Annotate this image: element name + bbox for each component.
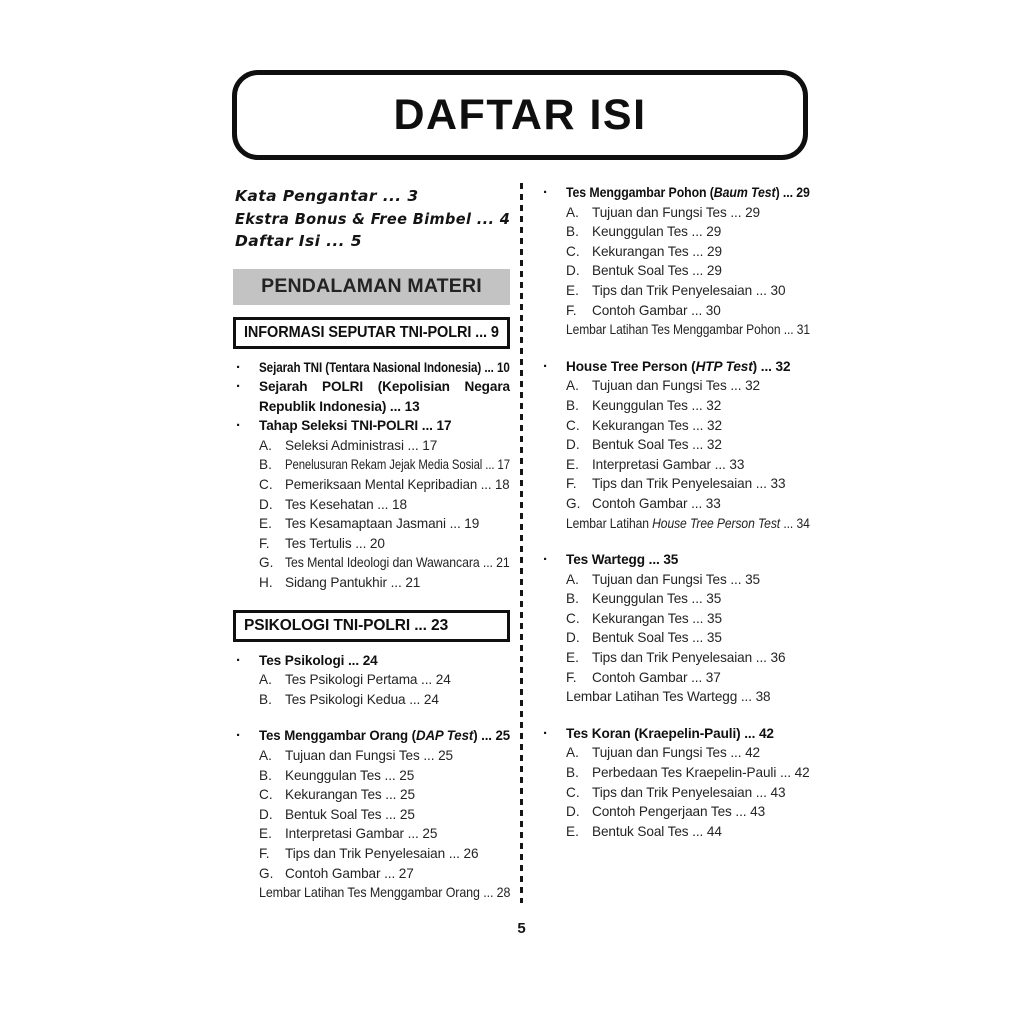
section-footer [566,320,810,340]
toc-item [233,766,510,786]
section-title-text: Tahap Seleksi TNI-POLRI ... 17 [259,418,452,434]
item-text: Tes Tertulis ... 20 [285,535,385,551]
section-title-text: Tes Koran (Kraepelin-Pauli) ... 42 [566,725,774,741]
toc-columns [233,183,810,903]
front-matter-item: Daftar Isi ... 5 [235,232,362,250]
bullet-icon: · [543,184,548,201]
item-letter: D. [259,806,273,822]
front-matter-item: Kata Pengantar ... 3 [235,187,419,205]
right-column [540,183,810,903]
item-letter: C. [566,610,580,626]
item-text: Tes Mental Ideologi dan Wawancara ... 21 [285,555,510,571]
item-letter: F. [566,669,577,685]
toc-item [540,609,810,629]
section-head [233,416,510,436]
toc-item [540,743,810,763]
section-title [259,651,510,671]
item-letter: A. [566,745,579,761]
toc-item [540,301,810,321]
toc-item [233,785,510,805]
section-head [540,550,810,570]
section-title [566,357,810,377]
item-letter: D. [259,496,273,512]
toc-item [233,436,510,456]
item-text: Sidang Pantukhir ... 21 [285,575,421,591]
item-letter: E. [566,282,579,298]
item-text: Interpretasi Gambar ... 25 [285,826,438,842]
item-text: Kekurangan Tes ... 29 [592,243,722,259]
left-column [233,183,510,903]
item-letter: B. [566,397,579,413]
section-footer-text: Lembar Latihan [566,515,653,531]
item-text: Keunggulan Tes ... 25 [285,767,415,783]
page-title: DAFTAR ISI [393,90,647,139]
item-text: Bentuk Soal Tes ... 29 [592,263,722,279]
toc-item [233,534,510,554]
section-items [233,670,510,709]
item-text: Bentuk Soal Tes ... 35 [592,630,722,646]
section-head [540,183,810,203]
item-text: Kekurangan Tes ... 25 [285,787,415,803]
column-divider-dashed-line [520,183,523,903]
item-text: Pemeriksaan Mental Kepribadian ... 18 [285,477,510,493]
item-letter: A. [259,672,272,688]
section-footer [566,687,810,707]
section-title [259,416,510,436]
section-title-suffix: ) ... 32 [752,358,791,374]
item-text: Perbedaan Tes Kraepelin-Pauli ... 42 [592,765,810,781]
section-title-suffix: ) ... 29 [775,185,810,200]
toc-item [540,570,810,590]
item-text: Tujuan dan Fungsi Tes ... 29 [592,204,760,220]
section-footer [259,883,511,903]
page-title-box [232,70,808,160]
item-letter: B. [566,591,579,607]
front-matter-item: Ekstra Bonus & Free Bimbel ... 4 [235,209,511,228]
item-letter: C. [259,787,273,803]
page-number: 5 [517,920,526,937]
bullet-icon: · [543,551,548,569]
item-letter: D. [566,437,580,453]
section-footer [566,514,810,534]
item-text: Contoh Gambar ... 30 [592,302,721,318]
toc-item [540,416,810,436]
toc-section [233,377,510,416]
section-title-italic: Baum Test [713,185,776,200]
bullet-icon: · [236,417,241,435]
toc-item [233,864,510,884]
item-letter: F. [566,476,577,492]
section-title-text: Tes Menggambar Orang ( [259,728,416,744]
section-title-text: House Tree Person ( [566,358,696,374]
item-text: Kekurangan Tes ... 32 [592,417,722,433]
toc-item [233,495,510,515]
toc-item [233,514,510,534]
section-title [566,550,810,570]
item-letter: G. [259,865,274,881]
toc-item [540,668,810,688]
section-title-italic: DAP Test [415,728,474,744]
item-text: Contoh Gambar ... 37 [592,669,721,685]
item-text: Tips dan Trik Penyelesaian ... 33 [592,476,786,492]
toc-item [233,805,510,825]
item-text: Contoh Gambar ... 27 [285,865,414,881]
toc-section [540,183,810,340]
section-title-suffix: ) ... 25 [473,728,511,744]
toc-item [233,824,510,844]
toc-item [540,802,810,822]
section-title-text: Tes Wartegg ... 35 [566,552,679,568]
toc-item [540,435,810,455]
toc-section [540,724,810,842]
section-items [233,746,510,883]
item-text: Interpretasi Gambar ... 33 [592,456,745,472]
section-head [233,377,510,416]
item-letter: E. [566,823,579,839]
toc-item [540,455,810,475]
item-text: Tes Kesehatan ... 18 [285,496,407,512]
front-matter-list [235,185,510,253]
item-letter: F. [259,535,270,551]
section-items [540,376,810,513]
section-title [259,358,510,378]
chapter-heading-box [233,610,510,642]
section-items [540,743,810,841]
item-text: Contoh Pengerjaan Tes ... 43 [592,804,766,820]
section-title-text: Sejarah TNI (Tentara Nasional Indonesia) ... 10 [259,359,510,375]
item-text: Keunggulan Tes ... 35 [592,591,722,607]
chapter-heading: INFORMASI SEPUTAR TNI-POLRI ... 9 [244,323,499,341]
bullet-icon: · [236,378,241,396]
section-items [540,203,810,321]
item-letter: E. [566,650,579,666]
item-letter: B. [566,224,579,240]
item-text: Tujuan dan Fungsi Tes ... 25 [285,748,453,763]
toc-item [540,589,810,609]
toc-item [233,553,510,573]
item-letter: D. [566,263,580,279]
item-letter: C. [566,243,580,259]
toc-section [540,357,810,533]
toc-item [540,261,810,281]
toc-item [233,844,510,864]
item-text: Kekurangan Tes ... 35 [592,610,722,626]
item-text: Tujuan dan Fungsi Tes ... 35 [592,571,760,587]
item-text: Tujuan dan Fungsi Tes ... 32 [592,378,760,394]
item-letter: G. [566,495,581,511]
section-title [566,724,810,744]
chapter-heading-box [233,317,510,349]
toc-item [540,376,810,396]
item-text: Penelusuran Rekam Jejak Media Sosial ... 17 [285,457,510,473]
item-letter: A. [566,378,579,394]
bullet-icon: · [236,358,241,376]
item-text: Tips dan Trik Penyelesaian ... 26 [285,845,479,861]
section-footer-italic: House Tree Person Test [652,515,781,531]
toc-item [540,242,810,262]
section-title [259,377,510,416]
toc-item [233,670,510,690]
item-letter: A. [259,437,272,453]
toc-item [540,494,810,514]
toc-item [540,648,810,668]
bullet-icon: · [543,357,548,375]
section-title [259,726,511,746]
bullet-icon: · [236,727,241,745]
item-letter: E. [566,456,579,472]
section-title-text: Tes Psikologi ... 24 [259,652,378,668]
bullet-icon: · [236,651,241,669]
item-text: Tes Kesamaptaan Jasmani ... 19 [285,516,480,532]
toc-item [233,573,510,593]
toc-section [233,726,510,902]
item-text: Keunggulan Tes ... 32 [592,397,722,413]
section-footer-text: Lembar Latihan Tes Wartegg ... 38 [566,689,771,705]
item-letter: F. [566,302,577,318]
item-text: Tes Psikologi Kedua ... 24 [285,691,439,707]
item-letter: B. [566,765,579,781]
chapter-heading: PSIKOLOGI TNI-POLRI ... 23 [244,616,449,634]
item-text: Tips dan Trik Penyelesaian ... 30 [592,282,786,298]
section-items [540,570,810,688]
bullet-icon: · [543,724,548,742]
item-letter: B. [259,691,272,707]
toc-item [233,746,510,766]
item-letter: D. [566,630,580,646]
toc-section [233,416,510,592]
toc-item [233,455,510,475]
item-letter: D. [566,804,580,820]
toc-section [233,651,510,710]
section-footer-text: Lembar Latihan Tes Menggambar Orang ... 28 [259,885,511,901]
item-letter: C. [259,477,273,493]
section-items [233,436,510,593]
toc-item [540,474,810,494]
item-letter: B. [259,457,272,473]
toc-section [540,550,810,707]
item-letter: C. [566,417,580,433]
item-letter: C. [566,784,580,800]
section-head [233,651,510,671]
part-header: PENDALAMAN MATERI [233,269,510,305]
toc-item [540,822,810,842]
toc-item [540,396,810,416]
item-text: Tips dan Trik Penyelesaian ... 36 [592,650,786,666]
toc-item [540,628,810,648]
toc-item [540,222,810,242]
item-letter: E. [259,516,272,532]
item-letter: G. [259,555,274,571]
item-text: Bentuk Soal Tes ... 25 [285,806,415,822]
item-text: Tes Psikologi Pertama ... 24 [285,672,451,688]
item-letter: E. [259,826,272,842]
item-text: Tips dan Trik Penyelesaian ... 43 [592,784,786,800]
section-title [566,183,810,203]
toc-item [540,281,810,301]
section-head [540,357,810,377]
section-head [233,358,510,378]
toc-item [540,783,810,803]
section-footer-suffix: ... 34 [780,515,810,531]
item-letter: B. [259,767,272,783]
item-letter: H. [259,575,273,591]
item-letter: A. [259,748,272,763]
item-text: Tujuan dan Fungsi Tes ... 42 [592,745,760,761]
toc-section [233,358,510,378]
item-text: Keunggulan Tes ... 29 [592,224,722,240]
item-letter: A. [566,204,579,220]
section-head [233,726,510,746]
section-head [540,724,810,744]
item-letter: F. [259,845,270,861]
item-text: Seleksi Administrasi ... 17 [285,437,438,453]
item-text: Bentuk Soal Tes ... 44 [592,823,722,839]
toc-item [233,690,510,710]
item-text: Contoh Gambar ... 33 [592,495,721,511]
toc-item [540,763,810,783]
item-letter: A. [566,571,579,587]
section-footer-text: Lembar Latihan Tes Menggambar Pohon ... 31 [566,322,810,338]
toc-item [540,203,810,223]
item-text: Bentuk Soal Tes ... 32 [592,437,722,453]
section-title-text: Tes Menggambar Pohon ( [566,185,714,200]
section-title-italic: HTP Test [695,358,753,374]
toc-item [233,475,510,495]
section-title-text: Sejarah POLRI (Kepolisian Negara Republik Indonesia) ... 13 [259,379,510,414]
